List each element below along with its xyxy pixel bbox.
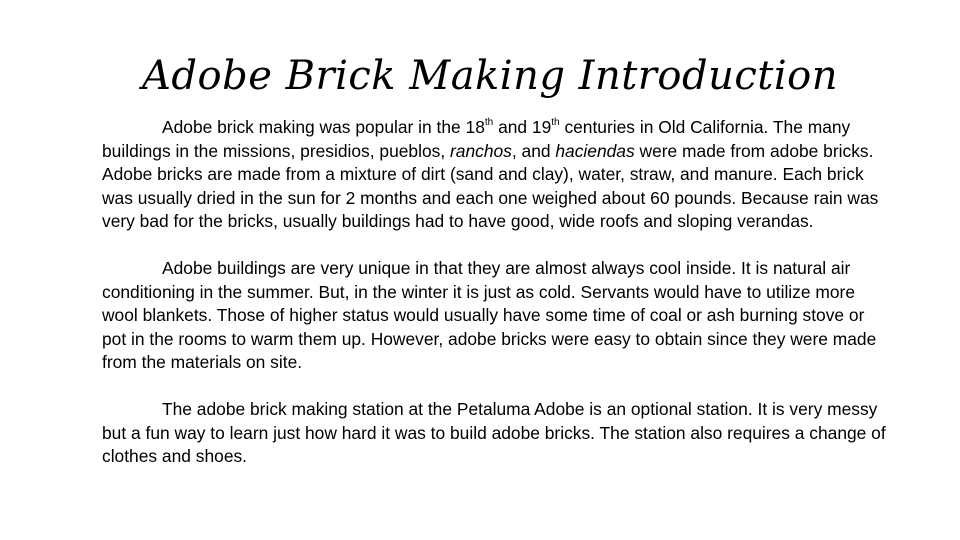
body-paragraph — [102, 116, 892, 234]
paragraph-text: were made from adobe bricks. Adobe bricks are made from a mixture of dirt (sand and clay), water, straw, and manure. Each brick was usually dried in the sun for 2 months and each one weighed about 60 pounds. Because rain was very bad for the bricks, usually buildings had to have good, wide roofs and sloping verandas. — [102, 140, 879, 231]
italic-text: haciendas — [555, 140, 635, 161]
italic-text: ranchos — [450, 140, 512, 161]
paragraph-text: , and — [511, 140, 556, 161]
paragraph-text: centuries in Old California. The many buildings in the missions, presidios, pueblos, — [102, 117, 851, 161]
paragraph-text: Adobe brick making was popular in the 18 — [162, 117, 485, 137]
paragraph-text: and 19 — [493, 117, 552, 137]
slide-title: Adobe Brick Making Introduction — [142, 53, 838, 99]
paragraph-text: Adobe buildings are very unique in that they are almost always cool inside. It is natural air conditioning in the summer. But, in the winter it is just as cold. Servants would have to utilize more wool blankets. Those of higher status would usually have some time of coal or ash burning stove or pot in the rooms to warm them up. However, adobe bricks were easy to obtain since they were made from the materials on site. — [102, 258, 877, 372]
paragraph-text: The adobe brick making station at the Petaluma Adobe is an optional station. It is very messy but a fun way to learn just how hard it was to build adobe bricks. The station also requires a change of clothes and shoes. — [102, 399, 886, 466]
superscript-text: th — [484, 117, 494, 128]
superscript-text: th — [551, 117, 560, 128]
body-paragraph — [102, 257, 892, 375]
slide-body — [102, 116, 892, 492]
body-paragraph — [102, 398, 892, 469]
